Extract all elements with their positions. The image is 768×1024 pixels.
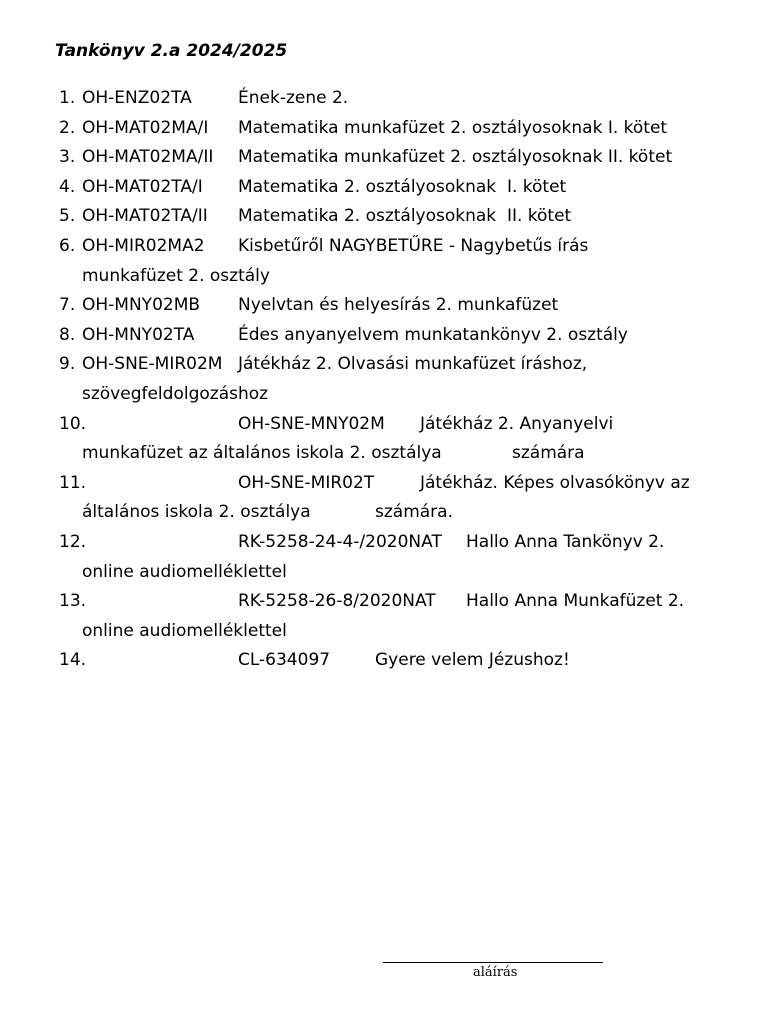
item-number: 14. xyxy=(59,650,87,671)
list-item xyxy=(0,202,768,232)
item-code: OH-MAT02TA/II xyxy=(82,206,208,227)
list-item xyxy=(0,587,768,646)
item-number: 4. xyxy=(59,176,76,197)
item-title: Hallo Anna Munkafüzet 2. xyxy=(466,591,685,612)
signature-line xyxy=(383,962,603,963)
item-title: Matematika 2. osztályosoknak I. kötet xyxy=(238,176,567,197)
item-code: RK-5258-24-4-/2020NAT xyxy=(238,531,442,552)
item-title: Matematika 2. osztályosoknak II. kötet xyxy=(238,206,572,227)
item-code: CL-634097 xyxy=(238,650,331,671)
item-number: 5. xyxy=(59,206,76,227)
list-item xyxy=(0,350,768,409)
item-title: Ének-zene 2. xyxy=(238,88,349,108)
list-item xyxy=(0,291,768,321)
list-item xyxy=(0,410,768,469)
item-title-continued: online audiomelléklettel xyxy=(82,561,287,582)
item-title-tail: számára. xyxy=(375,502,453,523)
item-title: Játékház 2. Olvasási munkafüzet íráshoz, xyxy=(238,354,588,375)
item-number: 9. xyxy=(59,354,76,375)
item-code: OH-MAT02MA/I xyxy=(82,117,209,138)
item-title-continued: munkafüzet az általános iskola 2. osztálya xyxy=(82,443,442,464)
item-title: Matematika munkafüzet 2. osztályosoknak I. kötet xyxy=(238,117,668,138)
item-number: 12. xyxy=(59,531,87,552)
item-title: Matematika munkafüzet 2. osztályosoknak II. kötet xyxy=(238,147,673,168)
item-title: Gyere velem Jézushoz! xyxy=(375,650,570,671)
item-number: 6. xyxy=(59,235,76,256)
item-code: RK-5258-26-8/2020NAT xyxy=(238,591,436,612)
list-item xyxy=(0,232,768,291)
item-code: OH-MNY02TA xyxy=(82,324,195,345)
item-number: 1. xyxy=(59,88,76,108)
list-item xyxy=(0,84,768,114)
item-number: 13. xyxy=(59,591,87,612)
item-code: OH-MIR02MA2 xyxy=(82,235,205,256)
list-item xyxy=(0,143,768,173)
item-number: 3. xyxy=(59,147,76,168)
item-title-continued: online audiomelléklettel xyxy=(82,620,287,641)
item-code: OH-SNE-MIR02M xyxy=(82,354,223,375)
item-code: OH-MAT02TA/I xyxy=(82,176,203,197)
list-item xyxy=(0,646,768,676)
item-title-continued: általános iskola 2. osztálya xyxy=(82,502,311,523)
item-code: OH-MNY02MB xyxy=(82,295,201,316)
document-title: Tankönyv 2.a 2024/2025 xyxy=(55,41,288,61)
list-item xyxy=(0,114,768,144)
item-code: OH-ENZ02TA xyxy=(82,88,192,108)
list-item xyxy=(0,173,768,203)
item-number: 10. xyxy=(59,413,87,434)
list-item xyxy=(0,321,768,351)
signature-label: aláírás xyxy=(473,965,518,980)
list-item xyxy=(0,528,768,587)
item-code: OH-SNE-MNY02M xyxy=(238,413,385,434)
item-title: Hallo Anna Tankönyv 2. xyxy=(466,531,665,552)
item-title-tail: számára xyxy=(512,443,585,464)
item-title: Játékház 2. Anyanyelvi xyxy=(420,413,614,434)
list-item xyxy=(0,469,768,528)
item-number: 7. xyxy=(59,295,76,316)
item-code: OH-SNE-MIR02T xyxy=(238,472,375,493)
item-title: Édes anyanyelvem munkatankönyv 2. osztály xyxy=(238,324,628,345)
item-title-continued: szövegfeldolgozáshoz xyxy=(82,383,269,404)
item-title: Kisbetűről NAGYBETŰRE - Nagybetűs írás xyxy=(238,235,589,256)
item-title-continued: munkafüzet 2. osztály xyxy=(82,265,270,286)
book-list xyxy=(0,84,768,676)
item-title: Nyelvtan és helyesírás 2. munkafüzet xyxy=(238,295,559,316)
item-code: OH-MAT02MA/II xyxy=(82,147,214,168)
item-number: 11. xyxy=(59,472,87,493)
item-number: 8. xyxy=(59,324,76,345)
item-number: 2. xyxy=(59,117,76,138)
item-title: Játékház. Képes olvasókönyv az xyxy=(420,472,690,493)
